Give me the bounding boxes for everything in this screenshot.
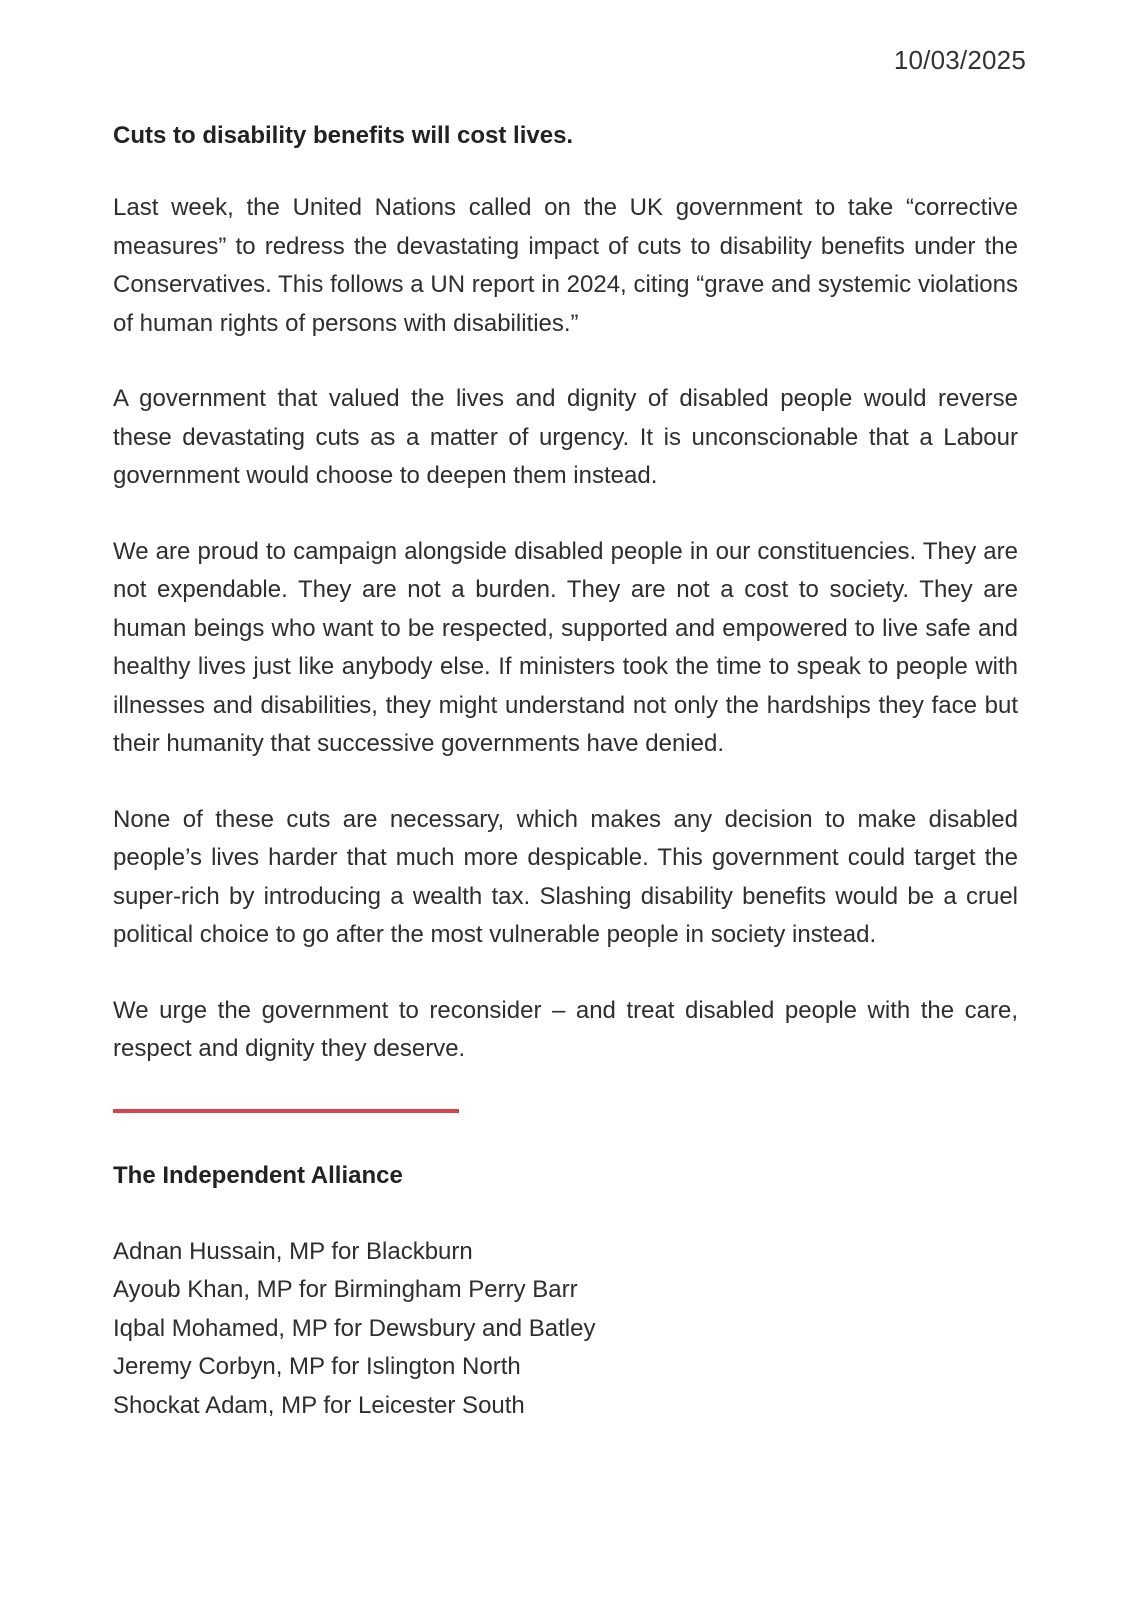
- letter-date: 10/03/2025: [893, 45, 1026, 75]
- signatory-item: Ayoub Khan, MP for Birmingham Perry Barr: [113, 1276, 578, 1303]
- red-divider: [113, 1109, 459, 1113]
- letter-headline: Cuts to disability benefits will cost lives.: [113, 122, 574, 149]
- paragraph-un-call: Last week, the United Nations called on the UK government to take “corrective measures” to redress the devastating impact of cuts to disability benefits under the Conservatives. This follows a UN report in 2024, citing “grave and systemic violations of human rights of persons with disabilities.”: [113, 194, 1018, 337]
- paragraph-cuts-unnecessary: None of these cuts are necessary, which makes any decision to make disabled people’s lives harder that much more despicable. This government could target the super-rich by introducing a wealth tax. Slashing disability benefits would be a cruel political choice to go after the most vulnerable people in society instead.: [113, 805, 1018, 948]
- paragraph-government-values: A government that valued the lives and dignity of disabled people would reverse these devastating cuts as a matter of urgency. It is unconscionable that a Labour government would choose to deepen them instead.: [113, 385, 1018, 489]
- signatory-list: [113, 1233, 1018, 1426]
- letter-body: [113, 119, 1018, 1425]
- signatory-item: Iqbal Mohamed, MP for Dewsbury and Batley: [113, 1314, 596, 1342]
- signoff-organisation: The Independent Alliance: [113, 1161, 403, 1189]
- paragraph-campaign: We are proud to campaign alongside disabled people in our constituencies. They are not expendable. They are not a burden. They are not a cost to society. They are human beings who want to be respected, supported and empowered to live safe and healthy lives just like anybody else. If ministers took the time to speak to people with illnesses and disabilities, they might understand not only the hardships they face but their humanity that successive governments have denied.: [113, 537, 1018, 757]
- signatory-item: Shockat Adam, MP for Leicester South: [113, 1391, 525, 1419]
- signatory-item: Jeremy Corbyn, MP for Islington North: [113, 1353, 521, 1380]
- paragraph-urge: We urge the government to reconsider – and treat disabled people with the care, respect and dignity they deserve.: [113, 996, 1018, 1062]
- signatory-item: Adnan Hussain, MP for Blackburn: [113, 1237, 473, 1265]
